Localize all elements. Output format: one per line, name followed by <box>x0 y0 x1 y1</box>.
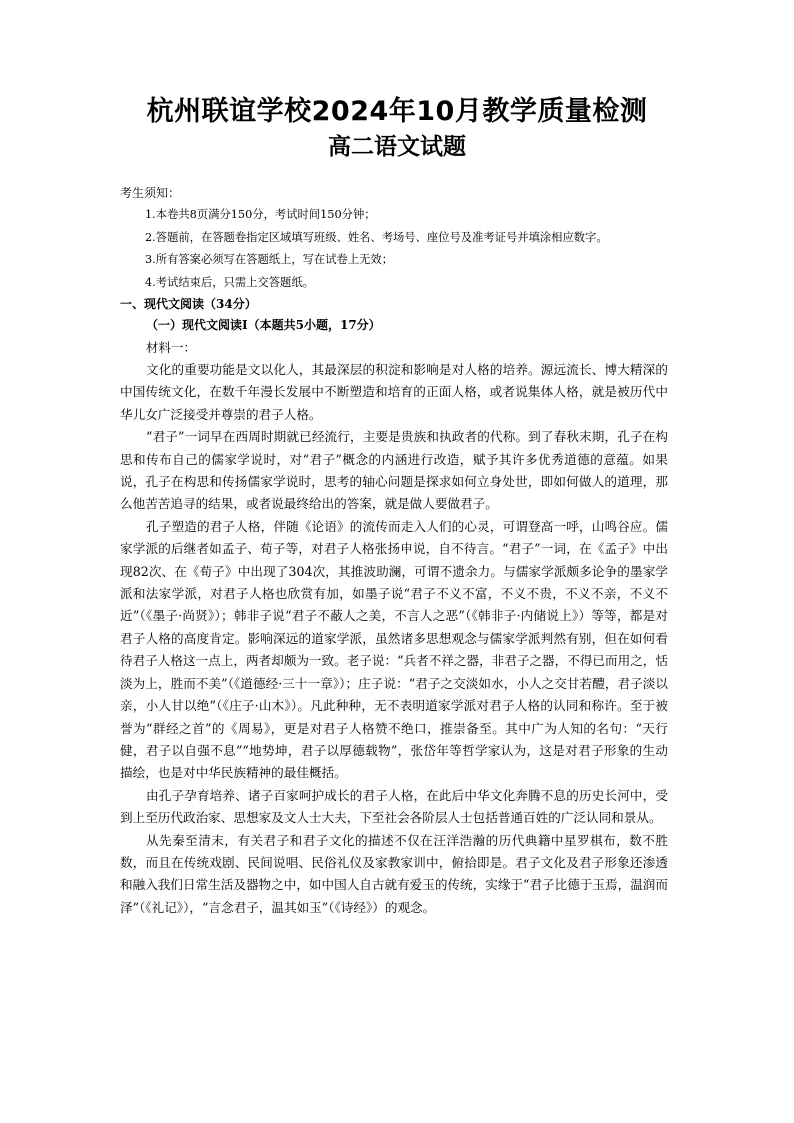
section-heading: 一、现代文阅读（34分） <box>120 297 257 311</box>
body-paragraph: 从先秦至清末，有关君子和君子文化的描述不仅在汪洋浩瀚的历代典籍中星罗棋布，数不胜数，而且在传统戏剧、民间说唱、民俗礼仪及家教家训中，俯拾即是。君子文化及君子形象还渗透和融入我们日常生活及器物之中，如中国人自古就有爱玉的传统，实缘于“君子比德于玉焉，温润而泽”（《礼记》），“言念君子，温其如玉”（《诗经》）的观念。 <box>120 832 668 915</box>
notice-heading: 考生须知： <box>120 186 181 200</box>
body-paragraph: 孔子塑造的君子人格，伴随《论语》的流传而走入人们的心灵，可谓登高一呼，山鸣谷应。儒家学派的后继者如孟子、荀子等，对君子人格张扬申说，自不待言。“君子”一词，在《孟子》中出现82次、在《荀子》中出现了304次，其推波助澜，可谓不遗余力。与儒家学派颇多论争的墨家学派和法家学派，对君子人格也欣赏有加，如墨子说“君子不义不富，不义不贵，不义不亲，不义不近”（《墨子·尚贤》）；韩非子说“君子不蔽人之美，不言人之恶”（《韩非子·内储说上》）等等，都是对君子人格的高度肯定。影响深远的道家学派，虽然诸多思想观念与儒家学派判然有别，但在如何看待君子人格这一点上，两者却颇为一致。老子说：“兵者不祥之器，非君子之器，不得已而用之，恬淡为上，胜而不美”（《道德经·三十一章》）；庄子说：“君子之交淡如水，小人之交甘若醴，君子淡以亲，小人甘以绝”（《庄子·山木》）。凡此种种，无不表明道家学派对君子人格的认同和称许。至于被誉为“群经之首”的《周易》，更是对君子人格赞不绝口，推崇备至。其中广为人知的名句：“天行健，君子以自强不息”“地势坤，君子以厚德载物”，张岱年等哲学家认为，这是对君子形象的生动描绘，也是对中华民族精神的最佳概括。 <box>120 518 668 781</box>
notice-item: 2.答题前，在答题卷指定区域填写班级、姓名、考场号、座位号及准考证号并填涂相应数字。 <box>145 230 608 244</box>
subsection-heading: （一）现代文阅读Ⅰ（本题共5小题，17分） <box>146 318 381 332</box>
body-paragraph: 由孔子孕育培养、诸子百家呵护成长的君子人格，在此后中华文化奔腾不息的历史长河中，受到上至历代政治家、思想家及文人士大夫，下至社会各阶层人士包括普通百姓的广泛认同和景从。 <box>120 787 668 826</box>
notice-item: 1.本卷共8页满分150分，考试时间150分钟； <box>145 208 376 221</box>
exam-subtitle: 高二语文试题 <box>328 134 466 160</box>
body-paragraph: 文化的重要功能是文以化人，其最深层的积淀和影响是对人格的培养。源远流长、博大精深的中国传统文化，在数千年漫长发展中不断塑造和培育的正面人格，或者说集体人格，就是被历代中华儿女广泛接受并尊崇的君子人格。 <box>120 362 668 422</box>
notice-item: 4.考试结束后，只需上交答题纸。 <box>145 275 314 289</box>
body-paragraph: “君子”一词早在西周时期就已经流行，主要是贵族和执政者的代称。到了春秋末期，孔子在构思和传布自己的儒家学说时，对“君子”概念的内涵进行改造，赋予其许多优秀道德的意蕴。如果说，孔子在构思和传扬儒家学说时，思考的轴心问题是探求如何立身处世，即如何做人的道理，那么他苦苦追寻的结果，或者说最终给出的答案，就是做人要做君子。 <box>120 429 668 512</box>
material-label: 材料一： <box>146 340 197 355</box>
exam-title: 杭州联谊学校2024年10月教学质量检测 <box>146 96 648 127</box>
notice-item: 3.所有答案必须写在答题纸上，写在试卷上无效； <box>145 253 394 266</box>
page-content <box>120 183 668 919</box>
